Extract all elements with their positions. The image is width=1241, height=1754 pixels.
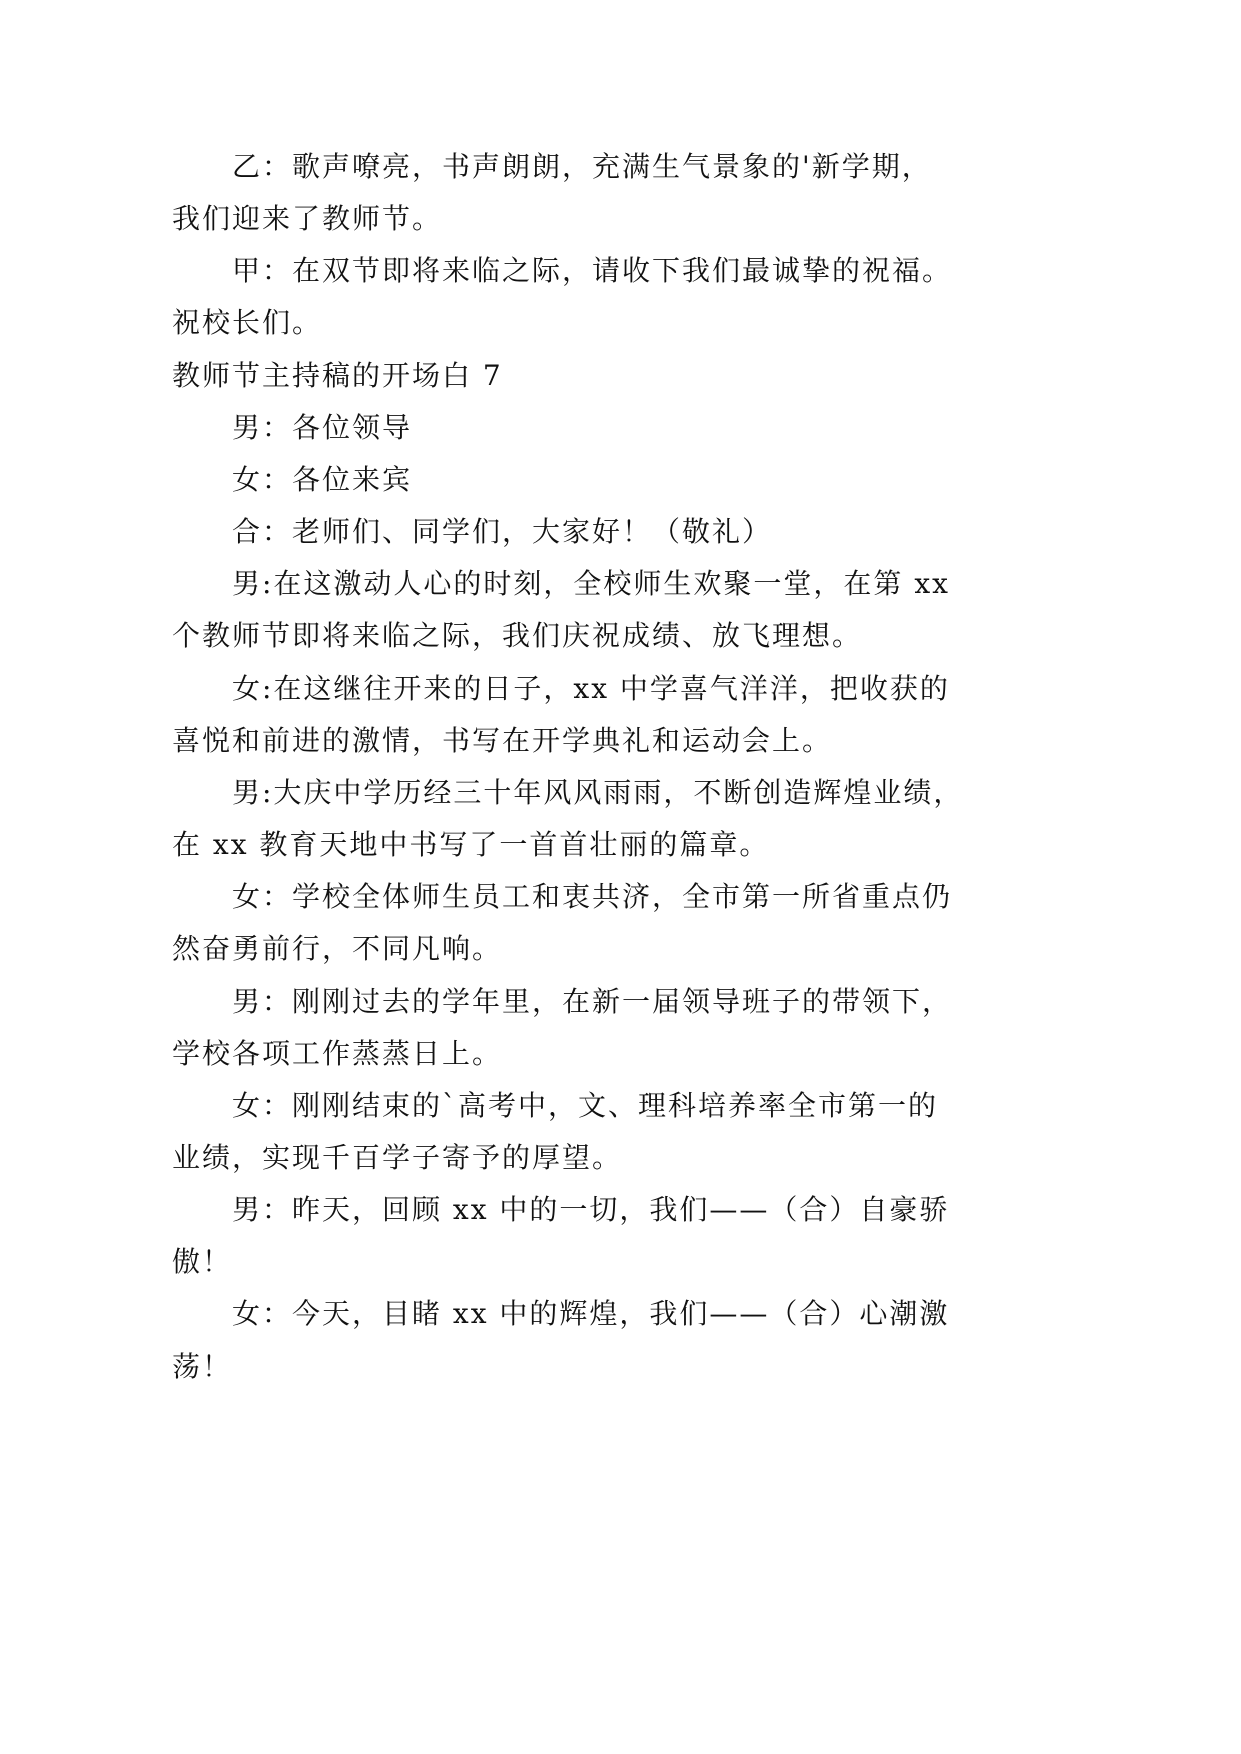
dialogue-line — [172, 767, 1032, 871]
paragraph-line: 傲！ — [172, 1245, 233, 1279]
paragraph-line: 合：老师们、同学们，大家好！（敬礼） — [232, 515, 773, 549]
paragraph-line: 祝校长们。 — [172, 306, 323, 340]
dialogue-line — [172, 663, 1032, 767]
document-body — [172, 141, 1032, 1393]
dialogue-line — [172, 1288, 1032, 1392]
section-title — [172, 350, 1032, 402]
dialogue-line — [172, 1184, 1032, 1288]
paragraph-line: 喜悦和前进的激情，书写在开学典礼和运动会上。 — [172, 723, 833, 757]
paragraph-line: 然奋勇前行，不同凡响。 — [172, 932, 503, 966]
paragraph-line: 女:在这继往开来的日子，xx 中学喜气洋洋，把收获的 — [232, 671, 950, 705]
paragraph-line: 男:大庆中学历经三十年风风雨雨，不断创造辉煌业绩， — [232, 775, 964, 809]
paragraph-line: 男：各位领导 — [232, 410, 413, 444]
paragraph-line: 我们迎来了教师节。 — [172, 202, 443, 236]
paragraph-line: 男:在这激动人心的时刻，全校师生欢聚一堂，在第 xx — [232, 567, 950, 601]
dialogue-line — [172, 506, 1032, 558]
dialogue-line — [172, 402, 1032, 454]
paragraph-line: 女：刚刚结束的`高考中，文、理科培养率全市第一的 — [232, 1088, 939, 1122]
paragraph-line: 乙：歌声嘹亮，书声朗朗，充满生气景象的'新学期， — [232, 150, 932, 183]
paragraph-line: 甲：在双节即将来临之际，请收下我们最诚挚的祝福。 — [232, 254, 953, 288]
paragraph-line: 女：学校全体师生员工和衷共济，全市第一所省重点仍 — [232, 880, 953, 914]
paragraph-line: 在 xx 教育天地中书写了一首首壮丽的篇章。 — [172, 828, 770, 862]
paragraph — [172, 245, 1032, 349]
dialogue-line — [172, 558, 1032, 662]
dialogue-line — [172, 976, 1032, 1080]
paragraph-line: 女：今天，目睹 xx 中的辉煌，我们——（合）心潮激 — [232, 1297, 950, 1331]
dialogue-line — [172, 1080, 1032, 1184]
paragraph — [172, 141, 1032, 245]
paragraph-line: 男：刚刚过去的学年里，在新一届领导班子的带领下， — [232, 984, 953, 1018]
paragraph-line: 个教师节即将来临之际，我们庆祝成绩、放飞理想。 — [172, 619, 863, 653]
paragraph-line: 荡！ — [172, 1349, 233, 1383]
section-title-text: 教师节主持稿的开场白 7 — [172, 358, 503, 392]
paragraph-line: 女：各位来宾 — [232, 462, 413, 496]
dialogue-line — [172, 454, 1032, 506]
paragraph-line: 学校各项工作蒸蒸日上。 — [172, 1036, 503, 1070]
paragraph-line: 业绩，实现千百学子寄予的厚望。 — [172, 1140, 623, 1174]
dialogue-line — [172, 871, 1032, 975]
paragraph-line: 男：昨天，回顾 xx 中的一切，我们——（合）自豪骄 — [232, 1193, 950, 1227]
